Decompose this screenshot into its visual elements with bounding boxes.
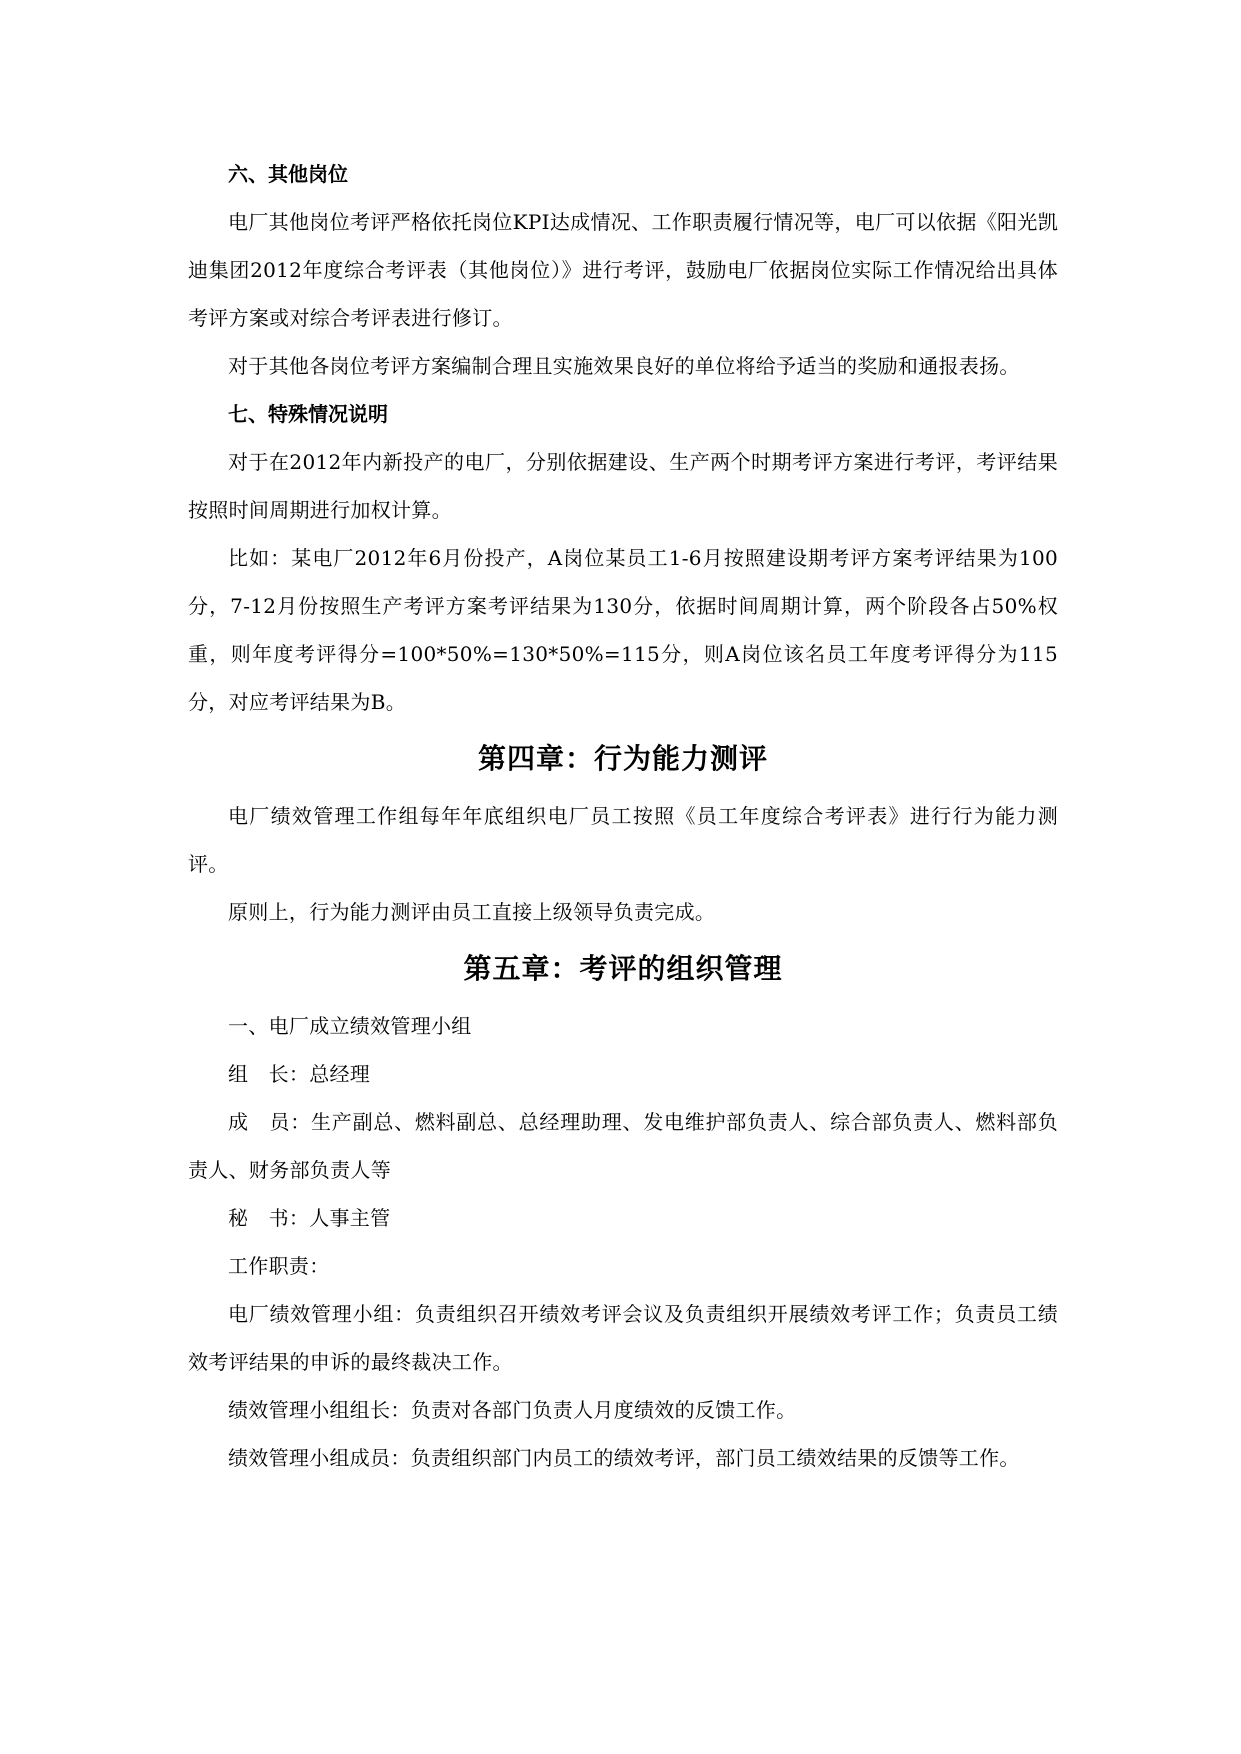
paragraph: 组 长：总经理	[228, 1062, 371, 1086]
paragraph: 工作职责：	[228, 1254, 330, 1278]
chapter-title-5: 第五章：考评的组织管理	[463, 952, 783, 985]
section-heading-other-positions: 六、其他岗位	[228, 162, 348, 186]
paragraph: 比如：某电厂2012年6月份投产，A岗位某员工1-6月按照建设期考评方案考评结果为100分，7-12月份按照生产考评方案考评结果为130分，依据时间周期计算，两个阶段各占50%权重，则年度考评得分=100*50%=130*50%=115分，则A岗位该名员工年度考评得分为115分，对应考评结果为B。	[188, 546, 1058, 714]
paragraph: 对于其他各岗位考评方案编制合理且实施效果良好的单位将给予适当的奖励和通报表扬。	[228, 354, 1020, 378]
paragraph: 原则上，行为能力测评由员工直接上级领导负责完成。	[228, 900, 716, 924]
chapter-title-4: 第四章：行为能力测评	[477, 742, 768, 775]
paragraph: 绩效管理小组组长：负责对各部门负责人月度绩效的反馈工作。	[228, 1398, 797, 1422]
paragraph: 绩效管理小组成员：负责组织部门内员工的绩效考评，部门员工绩效结果的反馈等工作。	[228, 1446, 1020, 1470]
paragraph: 成 员：生产副总、燃料副总、总经理助理、发电维护部负责人、综合部负责人、燃料部负责人、财务部负责人等	[188, 1110, 1058, 1182]
paragraph: 电厂绩效管理小组：负责组织召开绩效考评会议及负责组织开展绩效考评工作；负责员工绩效考评结果的申诉的最终裁决工作。	[188, 1302, 1058, 1374]
paragraph: 秘 书：人事主管	[228, 1206, 391, 1230]
section-heading-special-cases: 七、特殊情况说明	[228, 402, 388, 426]
paragraph: 电厂其他岗位考评严格依托岗位KPI达成情况、工作职责履行情况等，电厂可以依据《阳光凯迪集团2012年度综合考评表（其他岗位）》进行考评，鼓励电厂依据岗位实际工作情况给出具体考评方案或对综合考评表进行修订。	[188, 210, 1058, 330]
paragraph: 一、电厂成立绩效管理小组	[228, 1014, 472, 1038]
paragraph: 电厂绩效管理工作组每年年底组织电厂员工按照《员工年度综合考评表》进行行为能力测评。	[188, 804, 1058, 876]
document-body	[188, 150, 1058, 1482]
paragraph: 对于在2012年内新投产的电厂，分别依据建设、生产两个时期考评方案进行考评，考评结果按照时间周期进行加权计算。	[188, 450, 1058, 522]
